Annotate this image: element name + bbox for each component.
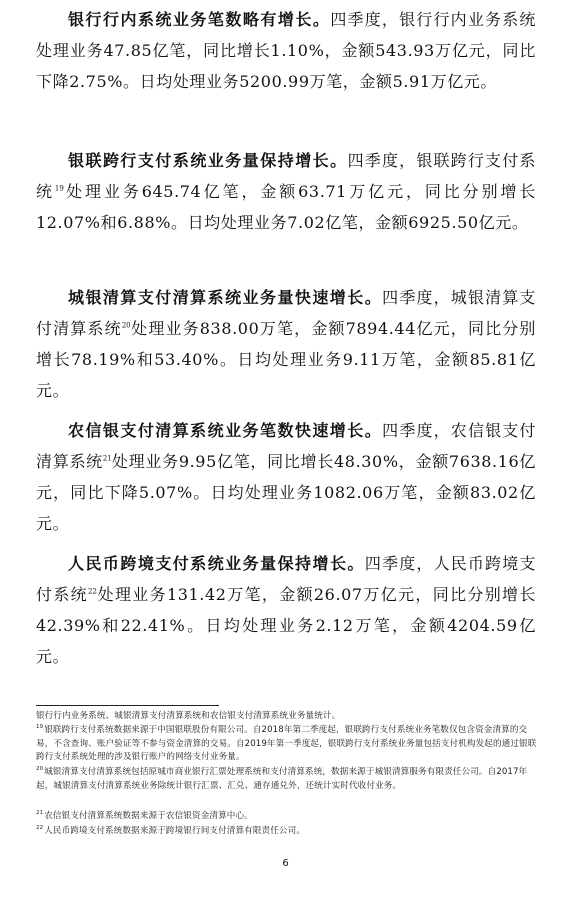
footnote-text: 农信银支付清算系统数据来源于农信银资金清算中心。 — [44, 811, 253, 821]
footnote-number: 19 — [36, 724, 44, 731]
paragraph-body: 四季度，人民币跨境支付系统 — [36, 554, 536, 604]
footnote-text: 城银清算支付清算系统包括原城市商业银行汇票处理系统和支付清算系统，数据来源于城银清算服务有限责任公司。自2017年起，城银清算支付清算系统业务除统计银行汇票、汇兑、通存通兑外，还统计实时代收付业务。 — [36, 767, 528, 791]
paragraph-heading: 银联跨行支付系统业务量保持增长。 — [68, 151, 348, 170]
paragraph-body: 四季度，城银清算支付清算系统 — [36, 288, 537, 338]
paragraph-body: 四季度，银行行内业务系统处理业务47.85亿笔，同比增长1.10%，金额543.93万亿元，同比下降2.75%。日均处理业务5200.99万笔，金额5.91万亿元。 — [36, 10, 536, 91]
footnote-ref: 22 — [87, 587, 97, 596]
paragraph-body-cont: 处理业务838.00万笔，金额7894.44亿元，同比分别增长78.19%和53.40%。日均处理业务9.11万笔，金额85.81亿元。 — [36, 319, 536, 400]
footnote-21 — [36, 810, 541, 824]
footnote-ref: 19 — [54, 184, 64, 193]
paragraph-heading: 农信银支付清算系统业务笔数快速增长。 — [68, 421, 383, 440]
footnote-number: 21 — [36, 810, 44, 817]
footnote-text: 人民币跨境支付系统数据来源于跨境银行间支付清算有限责任公司。 — [44, 826, 306, 836]
footnote-22 — [36, 825, 541, 839]
footnote-20 — [36, 766, 541, 793]
footnote-19 — [36, 724, 541, 765]
paragraph-bank-internal-system — [36, 4, 536, 97]
paragraph-rural-credit-clearing-system — [36, 415, 536, 539]
paragraph-body-cont: 处理业务645.74亿笔，金额63.71万亿元，同比分别增长12.07%和6.88%。日均处理业务7.02亿笔，金额6925.50亿元。 — [36, 182, 536, 232]
footnote-ref: 20 — [121, 321, 131, 330]
paragraph-body-cont: 处理业务9.95亿笔，同比增长48.30%，金额7638.16亿元，同比下降5.07%。日均处理业务1082.06万笔，金额83.02亿元。 — [36, 452, 536, 533]
footnote-text: 银行行内业务系统、城银清算支付清算系统和农信银支付清算系统业务量统计。 — [36, 711, 341, 721]
paragraph-heading: 人民币跨境支付系统业务量保持增长。 — [68, 554, 365, 573]
paragraph-city-bank-clearing-system — [36, 282, 536, 406]
paragraph-unionpay-system — [36, 145, 536, 238]
footnote-number: 20 — [36, 766, 44, 773]
paragraph-cips-system — [36, 548, 536, 672]
footnote-continuation — [36, 710, 541, 724]
paragraph-body: 四季度，银联跨行支付系统 — [36, 151, 536, 201]
paragraph-body-cont: 处理业务131.42万笔，金额26.07万亿元，同比分别增长42.39%和22.41%。日均处理业务2.12万笔，金额4204.59亿元。 — [36, 585, 536, 666]
paragraph-heading: 银行行内系统业务笔数略有增长。 — [68, 10, 331, 29]
footnote-text: 银联跨行支付系统数据来源于中国银联股份有限公司。自2018年第二季度起，银联跨行支付系统业务笔数仅包含资金清算的交易，不含查询、账户验证等不参与资金清算的交易。自2019年第一季度起，银联跨行支付系统业务量包括支付机构发起的通过银联跨行支付系统处理的涉及银行账户的网络支付业务量。 — [36, 725, 537, 763]
paragraph-body: 四季度，农信银支付清算系统 — [36, 421, 537, 471]
footnote-number: 22 — [36, 825, 44, 832]
footnote-divider — [36, 705, 219, 706]
paragraph-heading: 城银清算支付清算系统业务量快速增长。 — [68, 288, 383, 307]
footnote-ref: 21 — [102, 454, 112, 463]
page-number: 6 — [282, 858, 289, 869]
